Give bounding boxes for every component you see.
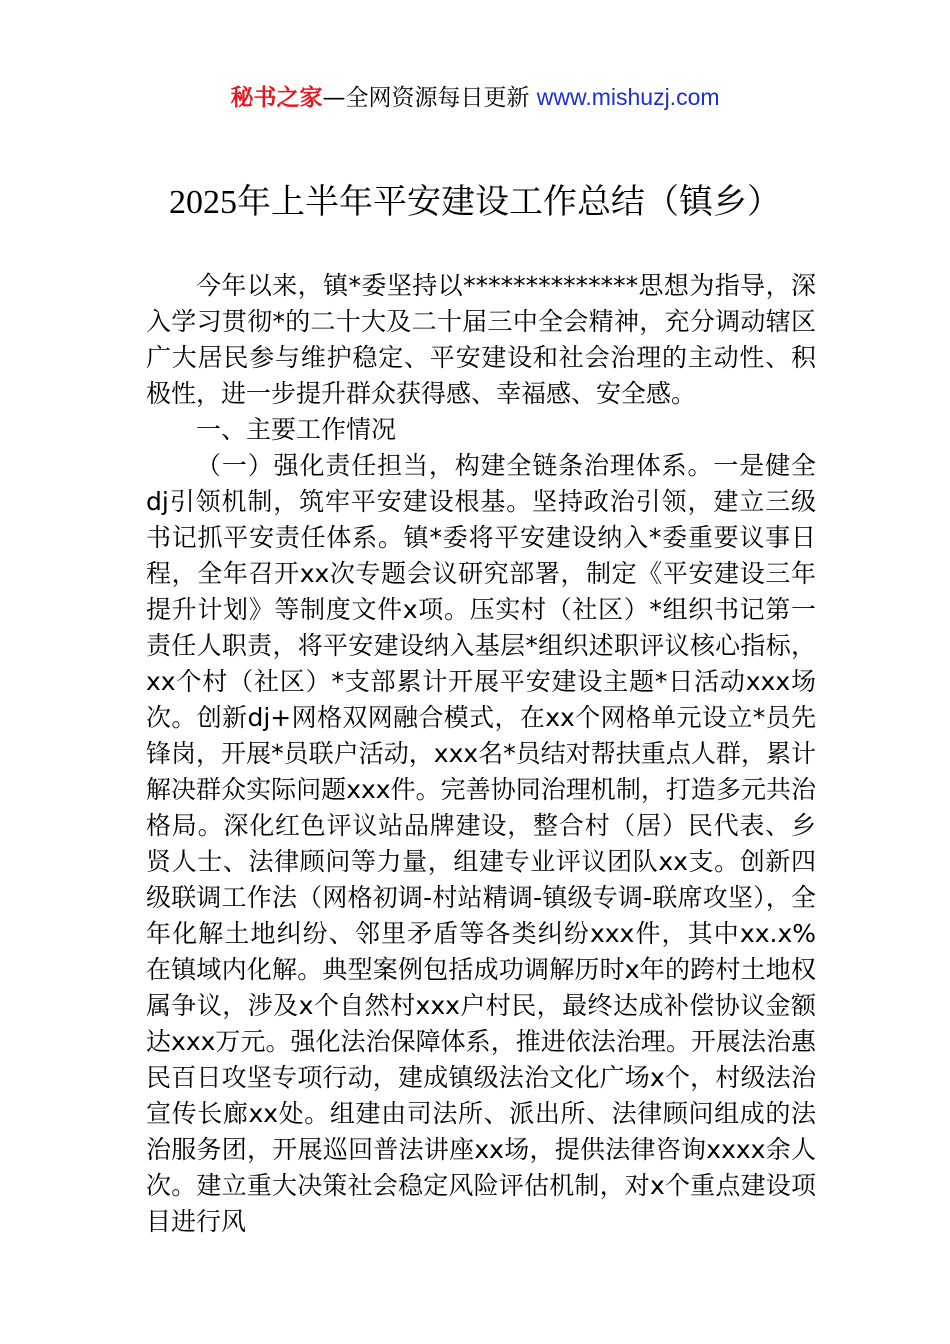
section-heading: 一、主要工作情况 — [196, 415, 397, 444]
document-title — [0, 178, 950, 227]
brand-name: 秘书之家 — [230, 85, 323, 111]
site-url-link[interactable]: www.mishuzj.com — [536, 84, 720, 110]
document-body — [146, 268, 816, 1240]
site-header — [0, 80, 950, 115]
intro-paragraph: 今年以来，镇*委坚持以**************思想为指导，深入学习贯彻*的二十大及二十届三中全会精神，充分调动辖区广大居民参与维护稳定、平安建设和社会治理的主动性、积极性，进一步提升群众获得感、幸福感、安全感。 — [146, 271, 816, 408]
title-text: 年上半年平安建设工作总结（镇乡） — [237, 182, 781, 222]
title-year: 2025 — [169, 184, 237, 221]
header-tagline: —全网资源每日更新 — [322, 85, 537, 111]
body-paragraph: （一）强化责任担当，构建全链条治理体系。一是健全dj引领机制，筑牢平安建设根基。坚持政治引领，建立三级书记抓平安责任体系。镇*委将平安建设纳入*委重要议事日程，全年召开xx次专题会议研究部署，制定《平安建设三年提升计划》等制度文件x项。压实村（社区）*组织书记第一责任人职责，将平安建设纳入基层*组织述职评议核心指标，xx个村（社区）*支部累计开展平安建设主题*日活动xxx场次。创新dj+网格双网融合模式，在xx个网格单元设立*员先锋岗，开展*员联户活动，xxx名*员结对帮扶重点人群，累计解决群众实际问题xxx件。完善协同治理机制，打造多元共治格局。深化红色评议站品牌建设，整合村（居）民代表、乡贤人士、法律顾问等力量，组建专业评议团队xx支。创新四级联调工作法（网格初调-村站精调-镇级专调-联席攻坚），全年化解土地纠纷、邻里矛盾等各类纠纷xxx件，其中xx.x%在镇域内化解。典型案例包括成功调解历时x年的跨村土地权属争议，涉及x个自然村xxx户村民，最终达成补偿协议金额达xxx万元。强化法治保障体系，推进依法治理。开展法治惠民百日攻坚专项行动，建成镇级法治文化广场x个，村级法治宣传长廊xx处。组建由司法所、派出所、法律顾问组成的法治服务团，开展巡回普法讲座xx场，提供法律咨询xxxx余人次。建立重大决策社会稳定风险评估机制，对x个重点建设项目进行风 — [146, 451, 816, 1236]
